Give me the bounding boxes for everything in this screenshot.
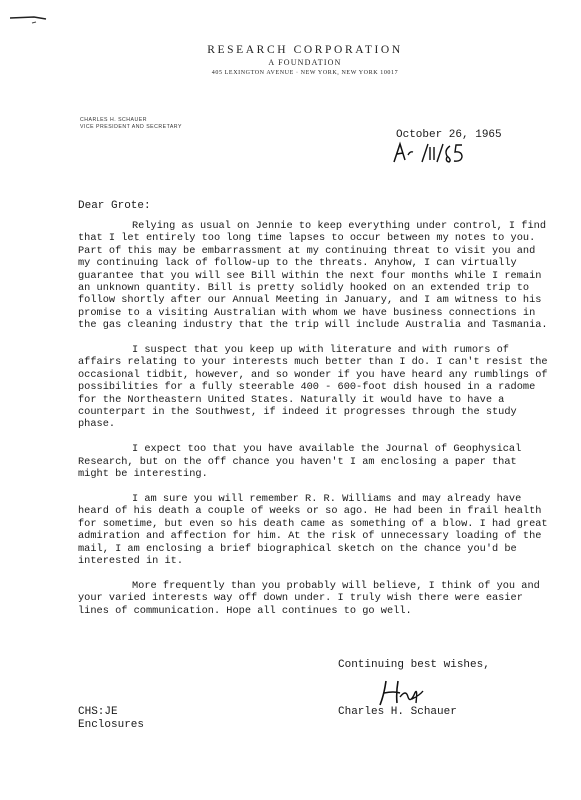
paragraph-1: Relying as usual on Jennie to keep everything under control, I find that I let entirely too long time lapses to occur between my notes to you. Part of this may be embarrassment at my continuing threat to visit you and my continuing lack of follow-up to the threats. Anyhow, I can virtually guarantee that you will see Bill within the next four months while I remain an unknown quantity. Bill is pretty solidly hooked on an extended trip to follow shortly after our Annual Meeting in January, and I am witness to his promise to a visiting Australian with whom we have business connections in the gas cleaning industry that the trip will include Australia and Tasmania. [78, 220, 548, 332]
sender-title: VICE PRESIDENT AND SECRETARY [80, 124, 182, 130]
closing-line: Continuing best wishes, [338, 659, 490, 671]
paragraph-5: More frequently than you probably will believe, I think of you and your varied interests way off down under. I truly wish there were easier lines of communication. Hope all continues to go well. [78, 579, 540, 617]
corner-scribble-mark [6, 10, 66, 30]
letterhead-subtitle: A FOUNDATION [268, 58, 342, 67]
paragraph-4: I am sure you will remember R. R. Williams and may already have heard of his death a couple of weeks or so ago. He had been in frail health for sometime, but even so his death came as something of a blow. I had great admiration and affection for him. At the risk of unnecessary loading of the mail, I am enclosing a brief biographical sketch on the chance you'd be interested in it. [78, 492, 548, 567]
salutation: Dear Grote: [78, 200, 151, 212]
sender-block [80, 117, 182, 131]
handwritten-date-note [392, 140, 472, 166]
letter-date: October 26, 1965 [396, 129, 502, 141]
letterhead-name: RESEARCH CORPORATION [207, 44, 403, 56]
paragraph-3: I expect too that you have available the Journal of Geophysical Research, but on the off chance you haven't I am enclosing a paper that might be interesting. [78, 443, 522, 481]
enclosures-note: Enclosures [78, 719, 145, 731]
reference-block [78, 706, 144, 732]
reference-initials: CHS:JE [78, 706, 118, 718]
handwritten-signature [376, 673, 426, 709]
sender-name: CHARLES H. SCHAUER [80, 117, 147, 123]
signer-name: Charles H. Schauer [338, 706, 457, 718]
letterhead [140, 44, 470, 78]
paragraph-2: I suspect that you keep up with literature and with rumors of affairs relating to your interests much better than I do. I can't resist the occasional tidbit, however, and so wonder if you have heard any rumblings of possibilities for a fully steerable 400 - 600-foot dish housed in a radome for the Northeastern United States. Naturally it would have to have a counterpart in the Southwest, if indeed it progresses through the study phase. [78, 344, 548, 431]
letterhead-address: 405 LEXINGTON AVENUE · NEW YORK, NEW YORK 10017 [211, 70, 399, 76]
letter-body [78, 220, 548, 629]
